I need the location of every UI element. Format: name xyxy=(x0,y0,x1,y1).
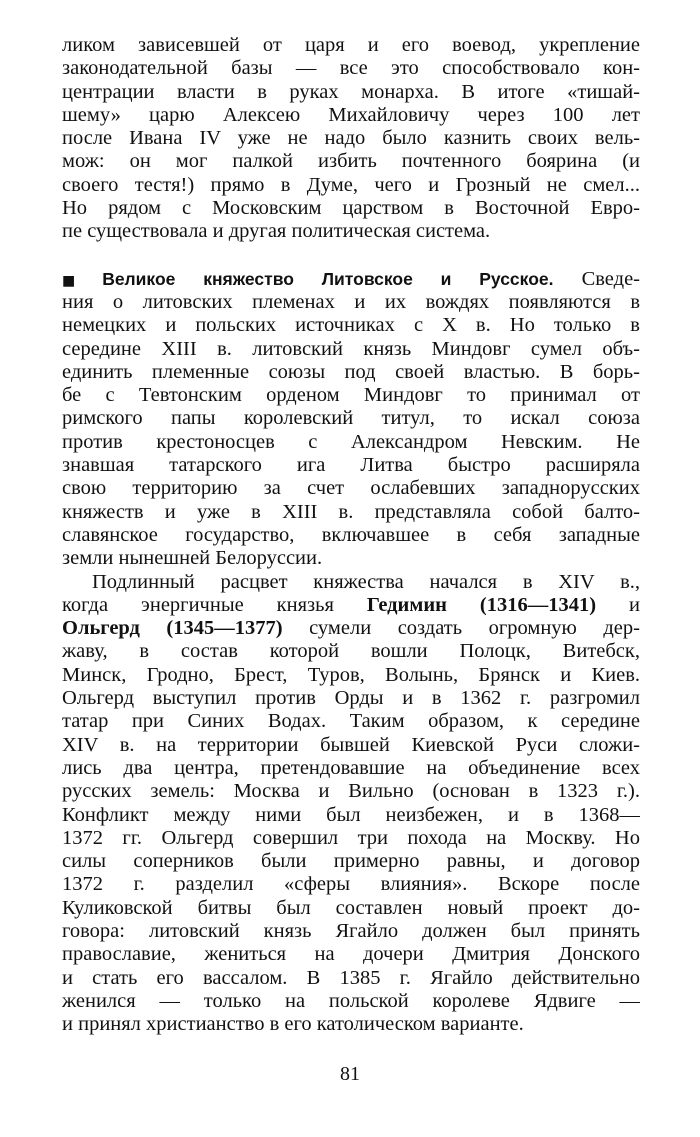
text-line: славянское государство, включавшее в себя западные xyxy=(62,523,640,546)
text-line: женился — только на польской королеве Ядвиге — xyxy=(62,989,640,1012)
text-line: Ольгерд выступил против Орды и в 1362 г. разгромил xyxy=(62,687,640,710)
text-line: своего тестя!) прямо в Думе, чего и Грозный не смел... xyxy=(62,173,640,196)
text-line: и принял христианство в его католическом варианте. xyxy=(62,1013,524,1036)
page-number: 81 xyxy=(340,1063,360,1085)
text-line: бе с Тевтонским орденом Миндовг то принимал от xyxy=(62,384,640,407)
text-line: немецких и польских источниках с X в. Но только в xyxy=(62,314,640,337)
text-line: лись два центра, претендовавшие на объединение всех xyxy=(62,756,640,779)
text-run: когда энергичные князья xyxy=(62,593,367,616)
text-line: мож: он мог палкой избить почтенного боярина (и xyxy=(62,150,640,173)
text-line: законодательной базы — все это способствовало кон- xyxy=(62,57,640,80)
text-run: Сведе- xyxy=(581,267,640,290)
text-line: 1372 г. разделил «сферы влияния». Вскоре после xyxy=(62,873,640,896)
square-bullet-icon: ■ xyxy=(62,272,99,289)
text-line: русских земель: Москва и Вильно (основан в 1323 г.). xyxy=(62,780,640,803)
text-line: единить племенные союзы под своей властью. В борь- xyxy=(62,360,640,383)
text-line: Но рядом с Московским царством в Восточной Евро- xyxy=(62,197,640,220)
text-run: и xyxy=(596,593,640,616)
text-line: после Ивана IV уже не надо было казнить своих вель- xyxy=(62,127,640,150)
text-line: и стать его вассалом. В 1385 г. Ягайло действительно xyxy=(62,966,640,989)
text-line: Конфликт между ними был неизбежен, и в 1368— xyxy=(62,803,640,826)
text-line: татар при Синих Водах. Таким образом, к середине xyxy=(62,710,640,733)
paragraph-intro xyxy=(62,34,640,244)
text-line: ликом зависевшей от царя и его воевод, укрепление xyxy=(62,34,640,56)
text-line: Подлинный расцвет княжества начался в XIV в., xyxy=(92,570,640,593)
text-line xyxy=(62,617,640,640)
text-line: 1372 гг. Ольгерд совершил три похода на Москву. Но xyxy=(62,826,640,849)
text-line: середине XIII в. литовский князь Миндовг сумел объ- xyxy=(62,337,640,360)
text-line: знавшая татарского ига Литва быстро расширяла xyxy=(62,454,640,477)
text-line: православие, жениться на дочери Дмитрия Донского xyxy=(62,943,640,966)
text-line: шему» царю Алексею Михайловичу через 100 лет xyxy=(62,103,640,126)
paragraph-flourishing xyxy=(62,571,640,1037)
bold-name-olgerd: Ольгерд (1345—1377) xyxy=(62,617,283,640)
text-line: ния о литовских племенах и их вождях появляются в xyxy=(62,290,640,313)
text-line: жаву, в состав которой вошли Полоцк, Витебск, xyxy=(62,640,640,663)
text-line: XIV в. на территории бывшей Киевской Руси сложи- xyxy=(62,733,640,756)
section-heading-line xyxy=(62,268,640,291)
text-line: римского папы королевский титул, то искал союза xyxy=(62,407,640,430)
bold-name-gedimin: Гедимин (1316—1341) xyxy=(366,593,597,616)
text-line xyxy=(62,594,640,617)
text-line: говора: литовский князь Ягайло должен был принять xyxy=(62,919,640,942)
text-line: Куликовской битвы был составлен новый проект до- xyxy=(62,896,640,919)
text-line: центрации власти в руках монарха. В итоге «тишай- xyxy=(62,80,640,103)
text-line: княжеств и уже в XIII в. представляла собой балто- xyxy=(62,500,640,523)
text-run: сумели создать огромную дер- xyxy=(282,617,640,640)
section-lithuania xyxy=(62,268,640,571)
text-line: силы соперников были примерно равны, и договор xyxy=(62,850,640,873)
text-line: свою территорию за счет ослабевших западнорусских xyxy=(62,477,640,500)
section-heading: Великое княжество Литовское и Русское. xyxy=(102,268,554,289)
text-body xyxy=(62,34,640,1036)
section-spacer xyxy=(62,244,640,268)
text-line: земли нынешней Белоруссии. xyxy=(62,547,323,570)
text-line: Минск, Гродно, Брест, Туров, Волынь, Брянск и Киев. xyxy=(62,663,640,686)
text-line: против крестоносцев с Александром Невским. Не xyxy=(62,430,640,453)
text-line: пе существовала и другая политическая система. xyxy=(62,220,491,243)
